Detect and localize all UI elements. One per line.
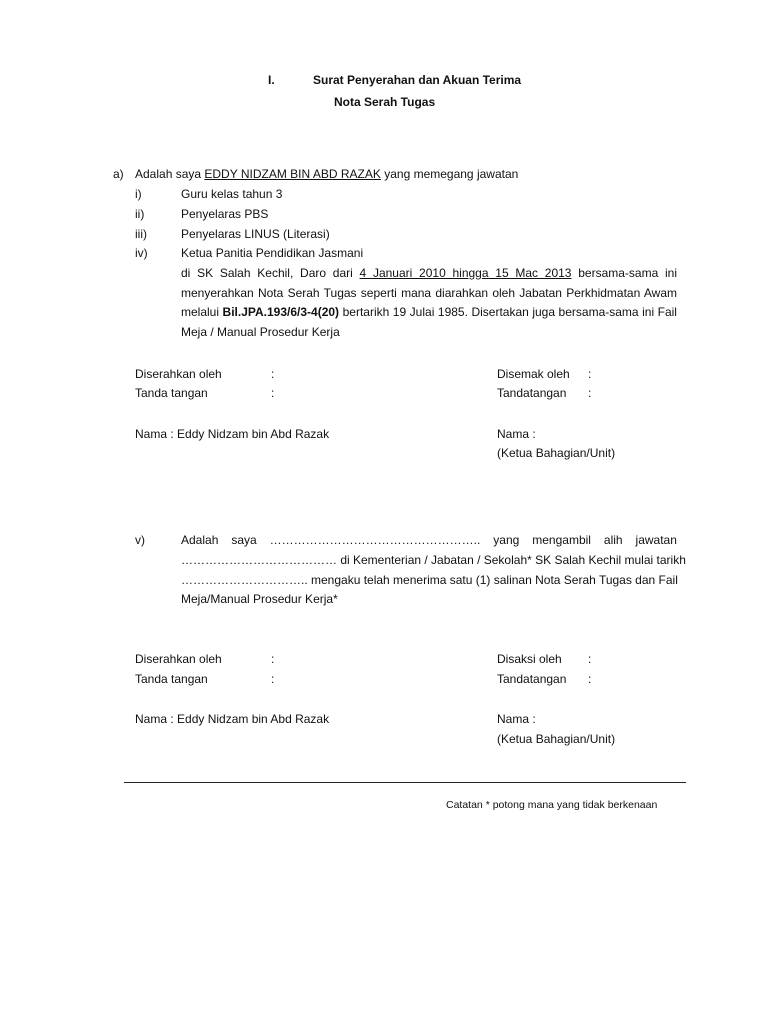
section-v-line-1 — [181, 533, 677, 548]
word: saya — [231, 533, 257, 547]
word: Adalah — [181, 533, 219, 547]
signature-label: Tanda tangan — [135, 672, 208, 686]
footer-divider — [124, 782, 686, 783]
colon: : — [588, 367, 592, 381]
reviewed-by-label: Disemak oleh — [497, 367, 570, 381]
list-item-number: i) — [135, 187, 142, 201]
signature-label: Tandatangan — [497, 386, 567, 400]
holder-name: EDDY NIDZAM BIN ABD RAZAK — [204, 167, 381, 181]
colon: : — [588, 652, 592, 666]
submitter-name: Nama : Eddy Nidzam bin Abd Razak — [135, 712, 330, 726]
witnessed-by-label: Disaksi oleh — [497, 652, 562, 666]
submitted-by-label: Diserahkan oleh — [135, 652, 222, 666]
list-item-number: iii) — [135, 227, 147, 241]
colon: : — [271, 672, 275, 686]
reviewer-name: Nama : — [497, 427, 536, 441]
section-v-line-4: Meja/Manual Prosedur Kerja* — [181, 592, 338, 606]
reference-number: Bil.JPA.193/6/3-4(20) — [222, 305, 340, 320]
word: yang — [493, 533, 520, 547]
colon: : — [588, 672, 592, 686]
colon: : — [588, 386, 592, 400]
document-title: Surat Penyerahan dan Akuan Terima — [313, 73, 522, 87]
section-v-marker: v) — [135, 533, 145, 547]
witness-name: Nama : — [497, 712, 536, 726]
body-text: bersama-sama ini menyerahkan Nota Serah Tugas seperti mana diarahkan oleh Jabatan Perkhidmatan Awam melalui — [181, 266, 678, 320]
word: jawatan — [635, 533, 677, 547]
reviewer-role: (Ketua Bahagian/Unit) — [497, 446, 616, 460]
colon: : — [271, 652, 275, 666]
colon: : — [271, 386, 275, 400]
witness-role: (Ketua Bahagian/Unit) — [497, 732, 616, 746]
body-text: di SK Salah Kechil, Daro dari — [181, 266, 353, 280]
list-item-text: Guru kelas tahun 3 — [181, 187, 283, 201]
section-v-line-3: ………………………….. mengaku telah menerima satu (1) salinan Nota Serah Tugas dan Fail — [181, 573, 678, 587]
heading-number: I. — [268, 73, 275, 87]
word: alih — [603, 533, 623, 547]
section-v-line-2: ………………………………… di Kementerian / Jabatan / Sekolah* SK Salah Kechil mulai tarikh — [181, 553, 686, 567]
signature-label: Tanda tangan — [135, 386, 208, 400]
colon: : — [271, 367, 275, 381]
section-a-body — [181, 264, 677, 343]
intro-prefix: Adalah saya — [135, 167, 202, 181]
list-item-text: Penyelaras LINUS (Literasi) — [181, 227, 330, 241]
word: mengambil — [532, 533, 591, 547]
list-item-text: Penyelaras PBS — [181, 207, 269, 221]
footer-note: Catatan * potong mana yang tidak berkenaan — [446, 799, 658, 811]
signature-label: Tandatangan — [497, 672, 567, 686]
blank-line: …………………………………………….. — [269, 533, 481, 547]
intro-suffix: yang memegang jawatan — [384, 167, 519, 181]
document-subtitle: Nota Serah Tugas — [334, 95, 436, 109]
list-item-number: iv) — [135, 246, 148, 260]
section-a-intro — [135, 167, 518, 182]
section-a-marker: a) — [113, 167, 124, 181]
list-item-text: Ketua Panitia Pendidikan Jasmani — [181, 246, 364, 260]
list-item-number: ii) — [135, 207, 145, 221]
body-text: bertarikh 19 Julai 1985. Disertakan juga bersama-sama ini Fail Meja / Manual Prosedur Kerja — [181, 305, 677, 340]
date-range: 4 Januari 2010 hingga 15 Mac 2013 — [359, 266, 572, 280]
submitter-name: Nama : Eddy Nidzam bin Abd Razak — [135, 427, 330, 441]
submitted-by-label: Diserahkan oleh — [135, 367, 222, 381]
